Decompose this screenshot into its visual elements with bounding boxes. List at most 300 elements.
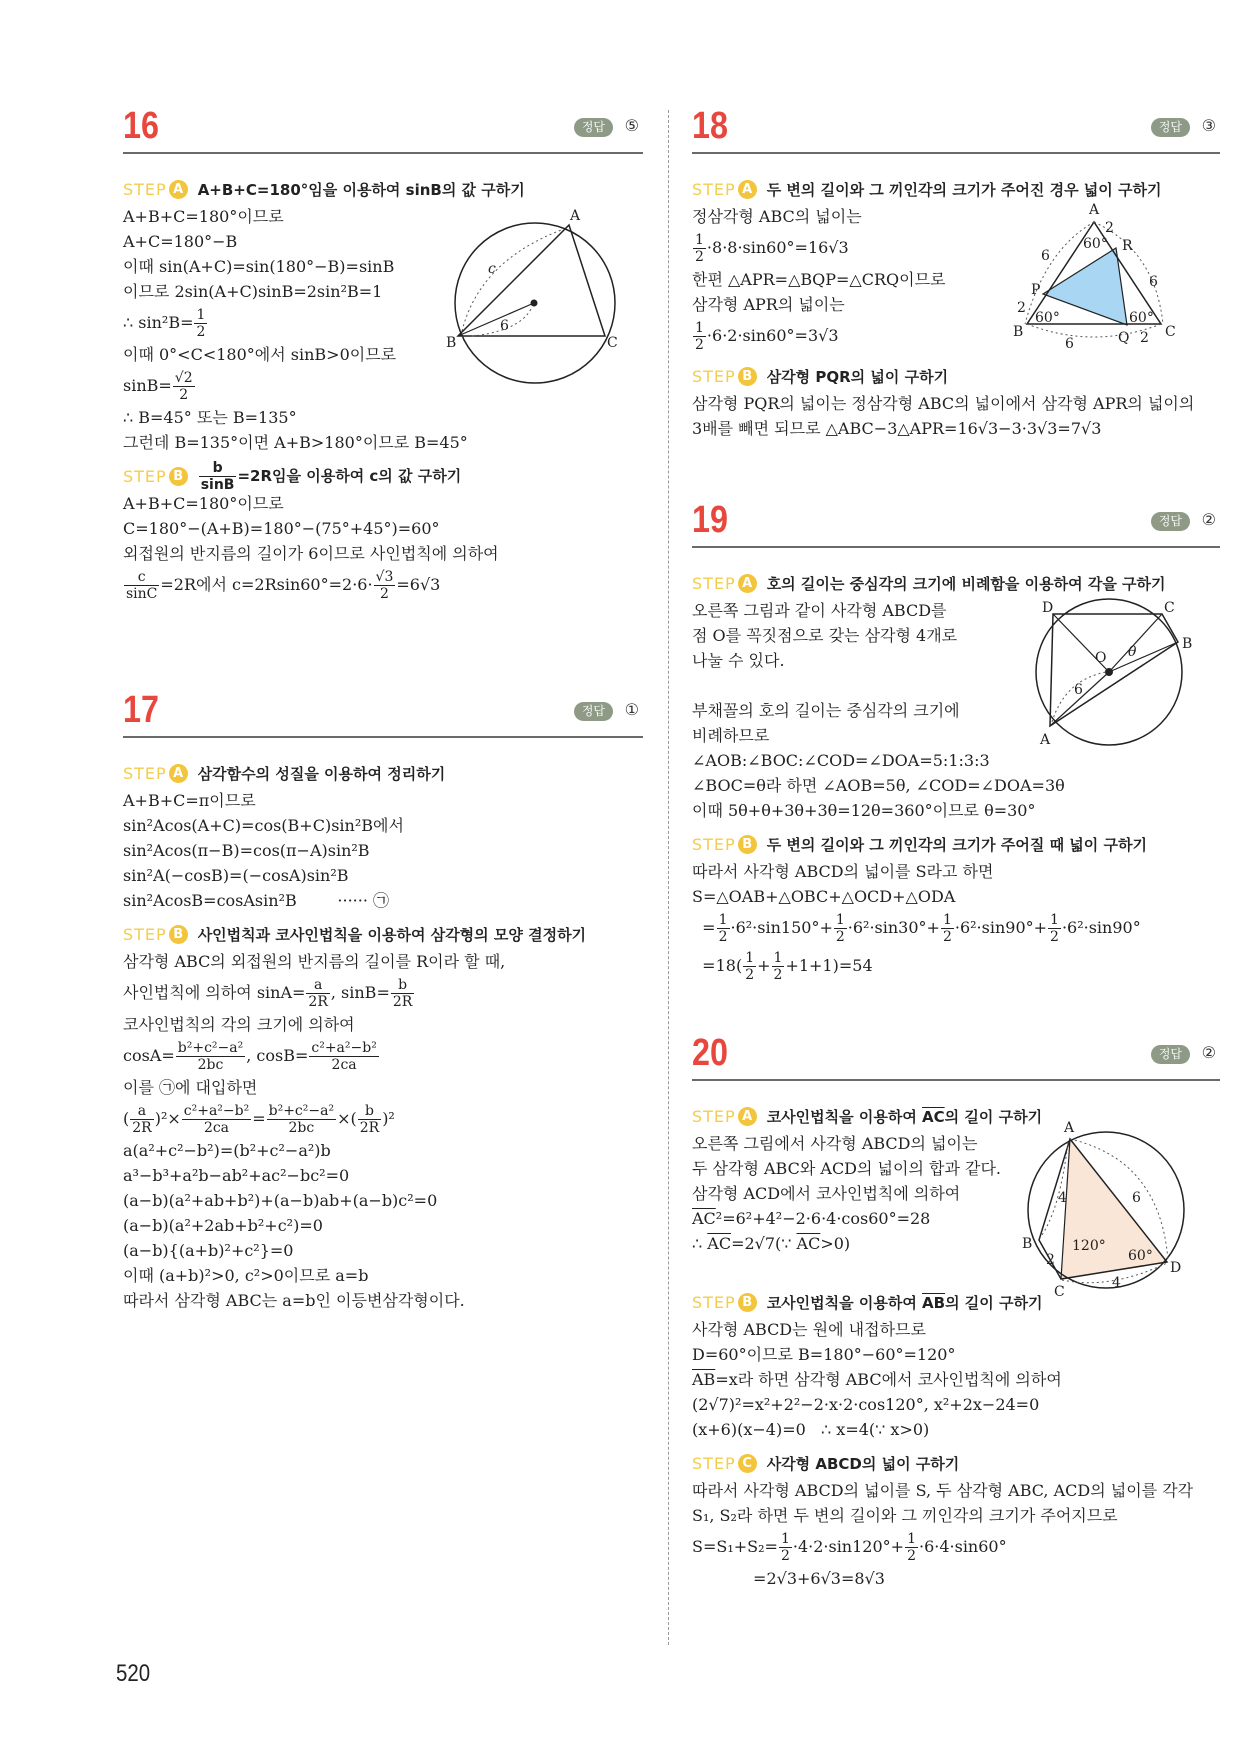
- step-label: STEP: [123, 179, 167, 199]
- fraction-denominator: 2ca: [331, 1057, 357, 1073]
- problem-number: 19: [692, 499, 728, 541]
- solution-line: [123, 1138, 643, 1163]
- solution-line: [123, 813, 643, 838]
- overline-segment: $\overline{AB}$: [922, 1293, 946, 1312]
- step-heading-b: [692, 829, 1220, 859]
- diagram-label: C: [1164, 600, 1175, 616]
- text-run: 삼각형 ACD에서 코사인법칙에 의하여: [692, 1184, 961, 1203]
- fraction: [391, 977, 414, 1010]
- solution-line: [123, 863, 643, 888]
- fraction-numerator: 1: [1050, 912, 1059, 928]
- text-run: 비례하므로: [692, 726, 770, 745]
- diagram-label: 6: [1149, 274, 1158, 290]
- step-title: [767, 179, 1162, 200]
- diagram-label: B: [1013, 324, 1024, 340]
- solution-line: [692, 798, 1220, 823]
- solution-line: [692, 416, 1220, 441]
- text-run: +1+1)=54: [785, 956, 873, 975]
- solution-line: [123, 1288, 643, 1313]
- step-letter-badge: B: [738, 367, 757, 386]
- text-run: 점 O를 꼭짓점으로 갖는 삼각형 4개로: [692, 626, 958, 645]
- step-label: STEP: [123, 466, 167, 486]
- step-label: STEP: [123, 763, 167, 783]
- answer-choice: ②: [1201, 510, 1216, 529]
- diagram-label: 6: [1065, 336, 1074, 352]
- fraction-numerator: 1: [745, 950, 755, 966]
- fraction: [717, 912, 730, 945]
- diagram-label: C: [607, 335, 618, 351]
- text-run: sin²Acos(A+C)=cos(B+C)sin²B에서: [123, 816, 404, 835]
- diagram-label: 120°: [1072, 1238, 1106, 1254]
- fraction: [1048, 912, 1061, 945]
- step-title: [767, 1106, 1042, 1127]
- fraction: [194, 307, 207, 340]
- text-run: 삼각함수의 성질을 이용하여 정리하기: [197, 764, 446, 783]
- solution-line: [692, 859, 1220, 884]
- fraction-denominator: 2: [780, 1548, 790, 1564]
- step-title: [767, 1453, 960, 1474]
- text-run: =x라 하면 삼각형 ABC에서 코사인법칙에 의하여: [715, 1370, 1062, 1389]
- diagram-label: 60°: [1129, 310, 1154, 326]
- text-run: sin²Acos(π−B)=cos(π−A)sin²B: [123, 841, 370, 860]
- text-run: 이므로 2sin(A+C)sinB=2sin²B=1: [123, 282, 383, 301]
- step-title: [198, 924, 586, 945]
- step-letter-badge: B: [169, 467, 188, 486]
- diagram-label: O: [1095, 650, 1107, 666]
- fraction-denominator: 2: [196, 324, 206, 340]
- fraction-denominator: 2: [907, 1548, 916, 1564]
- text-run: 그런데 B=135°이면 A+B>180°이므로 B=45°: [123, 433, 468, 452]
- fraction-numerator: c²+a²−b²: [311, 1040, 377, 1056]
- text-run: A+B+C=180°이므로: [123, 207, 284, 226]
- fraction-numerator: 1: [695, 320, 704, 336]
- diagram-label: P: [1031, 282, 1041, 298]
- fraction: [267, 1103, 336, 1136]
- text-run: ·6²·sin150°+: [730, 918, 833, 937]
- diagram-label: B: [446, 335, 457, 351]
- solution-line: [692, 1503, 1220, 1528]
- text-run: 외접원의 반지름의 길이가 6이므로 사인법칙에 의하여: [123, 544, 499, 563]
- text-run: (: [123, 1109, 130, 1128]
- diagram-18-triangle: [1005, 200, 1185, 350]
- solution-line: [692, 1566, 1220, 1591]
- overline-segment: $\overline{AC}$: [707, 1234, 732, 1253]
- step-letter-badge: A: [738, 574, 757, 593]
- diagram-label: 4: [1112, 1275, 1121, 1291]
- fraction-denominator: 2R: [132, 1120, 152, 1136]
- fraction-numerator: b: [358, 1103, 381, 1120]
- diagram-label: 6: [500, 318, 509, 334]
- solution-line: [692, 1342, 1220, 1367]
- text-run: =2R임을 이용하여 c의 값 구하기: [237, 466, 462, 485]
- fraction: [182, 1103, 251, 1136]
- fraction-denominator: 2: [695, 249, 704, 265]
- step-letter-badge: A: [738, 1107, 757, 1126]
- solution-line: [123, 1075, 643, 1100]
- text-run: 삼각형 ABC의 외접원의 반지름의 길이를 R이라 할 때,: [123, 952, 506, 971]
- solution-line: [692, 909, 1220, 947]
- diagram-label: R: [1122, 238, 1133, 254]
- step-label: STEP: [692, 1106, 736, 1126]
- text-run: ·6²·sin90°+: [954, 918, 1048, 937]
- overline-segment: $\overline{AC}$: [796, 1234, 821, 1253]
- diagram-label: 60°: [1128, 1248, 1153, 1264]
- diagram-16-circle-triangle: [440, 205, 640, 405]
- solution-line: [692, 1417, 1220, 1442]
- diagram-label: D: [1170, 1260, 1182, 1276]
- fraction-numerator: b: [199, 460, 237, 477]
- text-run: ×(: [337, 1109, 357, 1128]
- text-run: A+B+C=180°이므로: [123, 494, 284, 513]
- fraction-denominator: 2: [773, 967, 783, 983]
- fraction: [772, 950, 785, 983]
- text-run: 의 길이 구하기: [944, 1107, 1043, 1126]
- fraction-numerator: c: [124, 569, 159, 586]
- page-number: 520: [116, 1660, 151, 1687]
- text-run: S=S₁+S₂=: [692, 1537, 778, 1556]
- text-run: ∴ sin²B=: [123, 313, 194, 332]
- fraction-denominator: 2R: [359, 1120, 380, 1136]
- diagram-label: D: [1042, 600, 1054, 616]
- fraction-denominator: 2bc: [288, 1120, 315, 1136]
- step-heading-b: [123, 919, 643, 949]
- diagram-20-cyclic-quadrilateral: [1010, 1120, 1210, 1300]
- diagram-label: A: [1064, 1120, 1075, 1136]
- text-run: 코사인법칙을 이용하여: [766, 1107, 923, 1126]
- diagram-label: 6: [1041, 248, 1050, 264]
- solution-line: [123, 1213, 643, 1238]
- diagram-label: 6: [1132, 1190, 1141, 1206]
- text-run: D=60°이므로 B=180°−60°=120°: [692, 1345, 956, 1364]
- text-run: (x+6)(x−4)=0 ∴ x=4(∵ x>0): [692, 1420, 930, 1439]
- step-heading-a: [123, 174, 643, 204]
- text-run: 사각형 ABCD는 원에 내접하므로: [692, 1320, 926, 1339]
- text-run: A+B+C=π이므로: [123, 791, 256, 810]
- fraction-numerator: 1: [695, 232, 704, 248]
- text-run: 이때 0°<C<180°에서 sinB>0이므로: [123, 345, 397, 364]
- fraction-denominator: 2: [942, 929, 952, 945]
- step-label: STEP: [692, 179, 736, 199]
- fraction-numerator: a: [130, 1103, 153, 1120]
- text-run: 두 변의 길이와 그 끼인각의 크기가 주어질 때 넓이 구하기: [766, 835, 1147, 854]
- step-title: [767, 366, 948, 387]
- fraction-numerator: 1: [773, 950, 783, 966]
- solution-line: [123, 1037, 643, 1075]
- text-run: a(a²+c²−b²)=(b²+c²−a²)b: [123, 1141, 331, 1160]
- fraction-numerator: 1: [780, 1531, 790, 1547]
- text-run: , sinB=: [330, 983, 390, 1002]
- answer-badge: 정답: [574, 118, 613, 137]
- text-run: 삼각형 PQR의 넓이 구하기: [766, 367, 949, 386]
- text-run: ·6²·sin30°+: [847, 918, 940, 937]
- diagram-label: 2: [1105, 220, 1114, 236]
- fraction-denominator: 2ca: [203, 1120, 230, 1136]
- step-title: [198, 763, 446, 784]
- overline-segment: $\overline{AC}$: [692, 1209, 716, 1228]
- fraction-denominator: 2: [718, 929, 728, 945]
- fraction: [743, 950, 756, 983]
- step-letter-badge: A: [738, 180, 757, 199]
- text-run: )²×: [154, 1109, 181, 1128]
- text-run: 코사인법칙의 각의 크기에 의하여: [123, 1015, 355, 1034]
- solution-line: [123, 888, 643, 913]
- solution-line: [123, 491, 643, 516]
- text-run: ·6²·sin90°: [1061, 918, 1141, 937]
- solution-line: [692, 1317, 1220, 1342]
- solution-line: [123, 430, 643, 455]
- diagram-label: 60°: [1083, 236, 1108, 252]
- text-run: , cosB=: [246, 1046, 309, 1065]
- text-run: (2√7)²=x²+2²−2·x·2·cos120°, x²+2x−24=0: [692, 1395, 1040, 1414]
- step-label: STEP: [692, 834, 736, 854]
- fraction: [358, 1103, 381, 1136]
- fraction: [176, 1040, 245, 1073]
- fraction-denominator: 2: [745, 967, 755, 983]
- answer-choice: ②: [1201, 1043, 1216, 1062]
- text-run: 따라서 사각형 ABCD의 넓이를 S, 두 삼각형 ABC, ACD의 넓이를 각각: [692, 1481, 1194, 1500]
- solution-line: [692, 391, 1220, 416]
- text-run: 호의 길이는 중심각의 크기에 비례함을 이용하여 각을 구하기: [766, 574, 1166, 593]
- problem-header: [692, 1033, 1220, 1081]
- text-run: 이때 sin(A+C)=sin(180°−B)=sinB: [123, 257, 395, 276]
- solution-line: [692, 1392, 1220, 1417]
- text-run: 삼각형 PQR의 넓이는 정삼각형 ABC의 넓이에서 삼각형 APR의 넓이의: [692, 394, 1195, 413]
- fraction: [374, 569, 396, 602]
- fraction-numerator: 1: [907, 1531, 916, 1547]
- diagram-label: B: [1022, 1236, 1033, 1252]
- fraction-denominator: 2: [179, 387, 189, 403]
- text-run: 사각형 ABCD의 넓이 구하기: [766, 1454, 960, 1473]
- diagram-label: c: [488, 261, 496, 277]
- fraction-numerator: c²+a²−b²: [183, 1103, 250, 1119]
- solution-line: [123, 1238, 643, 1263]
- step-label: STEP: [123, 924, 167, 944]
- fraction: [693, 232, 706, 265]
- diagram-label: A: [1040, 732, 1051, 748]
- text-run: (a−b)(a²+ab+b²)+(a−b)ab+(a−b)c²=0: [123, 1191, 438, 1210]
- column-divider: [668, 110, 669, 1645]
- step-title: [198, 460, 462, 493]
- fraction: [309, 1040, 378, 1073]
- text-run: 두 변의 길이와 그 끼인각의 크기가 주어진 경우 넓이 구하기: [766, 180, 1162, 199]
- text-run: S₁, S₂라 하면 두 변의 길이와 그 끼인각의 크기가 주어지므로: [692, 1506, 1118, 1525]
- text-run: 이때 (a+b)²>0, c²>0이므로 a=b: [123, 1266, 369, 1285]
- solution-line: [123, 516, 643, 541]
- solution-line: [692, 773, 1220, 798]
- text-run: sin²A(−cosB)=(−cosA)sin²B: [123, 866, 349, 885]
- step-letter-badge: C: [738, 1454, 757, 1473]
- step-label: STEP: [692, 1453, 736, 1473]
- text-run: 정삼각형 ABC의 넓이는: [692, 207, 862, 226]
- fraction: [199, 460, 237, 493]
- overline-segment: $\overline{AB}$: [692, 1370, 716, 1389]
- text-run: >0): [820, 1234, 851, 1253]
- fraction-denominator: sinC: [126, 586, 158, 602]
- diagram-label: C: [1165, 324, 1176, 340]
- text-run: 한편 △APR=△BQP=△CRQ이므로: [692, 270, 946, 289]
- solution-line: [692, 1528, 1220, 1566]
- text-run: (a−b){(a+b)²+c²}=0: [123, 1241, 294, 1260]
- fraction-numerator: b: [391, 977, 414, 994]
- solution-line: [123, 405, 643, 430]
- diagram-label: A: [1089, 202, 1100, 218]
- text-run: C=180°−(A+B)=180°−(75°+45°)=60°: [123, 519, 440, 538]
- text-run: 이를 ㉠에 대입하면: [123, 1078, 258, 1097]
- diagram-19-circle-quadrilateral: [1020, 590, 1220, 760]
- diagram-label: 2: [1017, 300, 1026, 316]
- step-letter-badge: B: [738, 1293, 757, 1312]
- step-label: STEP: [692, 573, 736, 593]
- solution-line: [123, 1012, 643, 1037]
- text-run: =: [252, 1109, 266, 1128]
- text-run: sinB=: [123, 376, 172, 395]
- solution-line: [123, 974, 643, 1012]
- text-run: 오른쪽 그림에서 사각형 ABCD의 넓이는: [692, 1134, 978, 1153]
- text-run: 사인법칙에 의하여 sinA=: [123, 983, 306, 1002]
- fraction-numerator: b²+c²−a²: [177, 1040, 244, 1056]
- step-letter-badge: B: [738, 835, 757, 854]
- fraction: [834, 912, 847, 945]
- problem-17: [123, 690, 643, 1313]
- problem-header: [123, 106, 643, 154]
- overline-segment: $\overline{AC}$: [922, 1107, 945, 1126]
- text-run: ·6·2·sin60°=3√3: [706, 326, 839, 345]
- text-run: A+C=180°−B: [123, 232, 238, 251]
- fraction-numerator: b²+c²−a²: [268, 1103, 335, 1119]
- diagram-label: 2: [1046, 1252, 1055, 1268]
- fraction-denominator: 2: [380, 586, 389, 602]
- text-run: )²: [382, 1109, 395, 1128]
- problem-header: [123, 690, 643, 738]
- fraction-denominator: 2: [835, 929, 845, 945]
- solution-line: [692, 1478, 1220, 1503]
- solution-line: [692, 947, 1220, 985]
- text-run: 오른쪽 그림과 같이 사각형 ABCD를: [692, 601, 947, 620]
- diagram-label: A: [570, 208, 581, 224]
- text-run: ²=6²+4²−2·6·4·cos60°=28: [715, 1209, 931, 1228]
- fraction: [173, 370, 195, 403]
- answer-badge: 정답: [1151, 1045, 1190, 1064]
- text-run: 삼각형 APR의 넓이는: [692, 295, 845, 314]
- solution-line: [123, 541, 643, 566]
- text-run: =2√7(∵: [731, 1234, 797, 1253]
- fraction-numerator: 1: [835, 912, 845, 928]
- fraction-denominator: sinB: [200, 476, 235, 493]
- text-run: 따라서 삼각형 ABC는 a=b인 이등변삼각형이다.: [123, 1291, 465, 1310]
- text-run: 따라서 사각형 ABCD의 넓이를 S라고 하면: [692, 862, 994, 881]
- solution-line: [123, 1188, 643, 1213]
- step-title: [767, 1292, 1043, 1313]
- text-run: ∠BOC=θ라 하면 ∠AOB=5θ, ∠COD=∠DOA=3θ: [692, 776, 1065, 795]
- fraction: [941, 912, 954, 945]
- fraction-denominator: 2R: [308, 994, 328, 1010]
- fraction-denominator: 2bc: [197, 1057, 224, 1073]
- text-run: 의 길이 구하기: [945, 1293, 1043, 1312]
- fraction: [124, 569, 159, 602]
- solution-line: [123, 838, 643, 863]
- answer-choice: ①: [624, 700, 639, 719]
- diagram-label: 6: [1074, 682, 1083, 698]
- problem-number: 16: [123, 105, 159, 147]
- diagram-label: 4: [1058, 1190, 1067, 1206]
- diagram-label: Q: [1118, 330, 1130, 346]
- answer-choice: ⑤: [624, 116, 639, 135]
- fraction-denominator: 2R: [392, 994, 413, 1010]
- text-run: 이때 5θ+θ+3θ+3θ=12θ=360°이므로 θ=30°: [692, 801, 1036, 820]
- text-run: a³−b³+a²b−ab²+ac²−bc²=0: [123, 1166, 350, 1185]
- text-run: =: [692, 918, 716, 937]
- text-run: ·6·4·sin60°: [918, 1537, 1007, 1556]
- fraction-numerator: 1: [942, 912, 952, 928]
- text-run: A+B+C=180°임을 이용하여 sinB의 값 구하기: [197, 180, 525, 199]
- fraction: [779, 1531, 792, 1564]
- fraction: [693, 320, 706, 353]
- fraction: [130, 1103, 153, 1136]
- text-run: (a−b)(a²+2ab+b²+c²)=0: [123, 1216, 323, 1235]
- step-letter-badge: A: [169, 180, 188, 199]
- step-heading-a: [123, 758, 643, 788]
- step-label: STEP: [692, 1292, 736, 1312]
- fraction-numerator: √2: [174, 370, 193, 386]
- step-title: [767, 834, 1147, 855]
- fraction-numerator: √3: [375, 569, 394, 585]
- solution-line: [692, 884, 1220, 909]
- fraction: [905, 1531, 918, 1564]
- text-run: 두 삼각형 ABC와 ACD의 넓이의 합과 같다.: [692, 1159, 1002, 1178]
- text-run: 코사인법칙을 이용하여: [766, 1293, 923, 1312]
- text-run: cosA=: [123, 1046, 175, 1065]
- diagram-label: C: [1054, 1284, 1065, 1300]
- text-run: 나눌 수 있다.: [692, 651, 785, 670]
- diagram-label: 60°: [1035, 310, 1060, 326]
- step-heading-c: [692, 1448, 1220, 1478]
- text-run: sin²AcosB=cosAsin²B ······ ㉠: [123, 891, 390, 910]
- fraction-numerator: 1: [718, 912, 728, 928]
- problem-number: 20: [692, 1032, 728, 1074]
- text-run: S=△OAB+△OBC+△OCD+△ODA: [692, 887, 956, 906]
- fraction-numerator: a: [306, 977, 329, 994]
- text-run: =2R에서 c=2Rsin60°=2·6·: [160, 575, 373, 594]
- text-run: ∴ B=45° 또는 B=135°: [123, 408, 297, 427]
- problem-number: 17: [123, 689, 159, 731]
- solution-line: [123, 788, 643, 813]
- step-title: [198, 179, 525, 200]
- diagram-label: B: [1182, 636, 1193, 652]
- text-run: 부채꼴의 호의 길이는 중심각의 크기에: [692, 701, 960, 720]
- text-run: 사인법칙과 코사인법칙을 이용하여 삼각형의 모양 결정하기: [197, 925, 587, 944]
- solution-line: [123, 1163, 643, 1188]
- fraction-denominator: 2: [695, 337, 704, 353]
- step-letter-badge: A: [169, 764, 188, 783]
- solution-line: [123, 1263, 643, 1288]
- diagram-label: θ: [1128, 644, 1137, 660]
- answer-badge: 정답: [1151, 118, 1190, 137]
- text-run: 3배를 빼면 되므로 △ABC−3△APR=16√3−3·3√3=7√3: [692, 419, 1102, 438]
- text-run: ∠AOB:∠BOC:∠COD=∠DOA=5:1:3:3: [692, 751, 990, 770]
- solution-line: [692, 1367, 1220, 1392]
- answer-badge: 정답: [1151, 512, 1190, 531]
- problem-number: 18: [692, 105, 728, 147]
- step-heading-b: [123, 461, 643, 491]
- step-heading-b: [692, 361, 1220, 391]
- solution-line: [123, 566, 643, 604]
- fraction-numerator: 1: [196, 307, 206, 323]
- solution-line: [123, 1100, 643, 1138]
- problem-header: [692, 500, 1220, 548]
- diagram-label: 2: [1140, 330, 1149, 346]
- text-run: =18(: [692, 956, 743, 975]
- step-letter-badge: B: [169, 925, 188, 944]
